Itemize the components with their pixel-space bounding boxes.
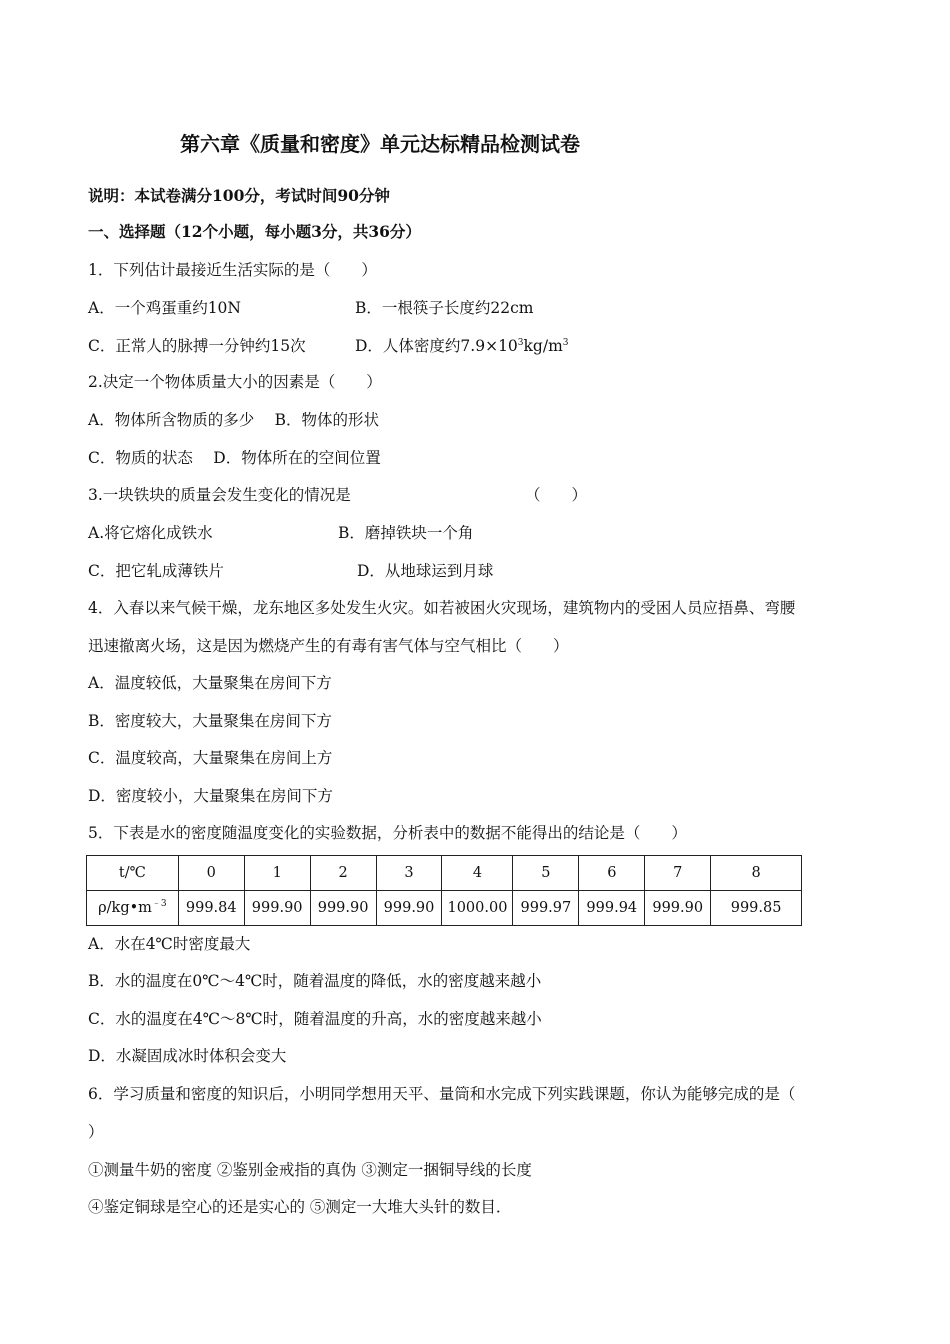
question-2-stem: 2.决定一个物体质量大小的因素是（ ） [88, 373, 382, 391]
question-4-option-a: A．温度较低，大量聚集在房间下方 [88, 674, 332, 692]
question-1-stem: 1．下列估计最接近生活实际的是（ ） [88, 261, 377, 279]
question-3-option-a: A.将它熔化成铁水 [88, 524, 213, 542]
table-cell: 6 [579, 856, 645, 891]
question-6-items-line2: ④鉴定铜球是空心的还是实心的 ⑤测定一大堆大头针的数目． [88, 1198, 512, 1216]
table-cell: 999.97 [513, 891, 579, 926]
page-title: 第六章《质量和密度》单元达标精品检测试卷 [180, 132, 580, 156]
table-cell: 5 [513, 856, 579, 891]
table-cell: 999.85 [711, 891, 802, 926]
section-heading: 一、选择题（12个小题，每小题3分，共36分） [88, 222, 421, 241]
table-cell: 8 [711, 856, 802, 891]
table-cell: 3 [376, 856, 442, 891]
question-1-option-c: C．正常人的脉搏一分钟约15次 [88, 337, 306, 355]
question-3-option-c: C．把它轧成薄铁片 [88, 562, 224, 580]
table-cell: 1000.00 [442, 891, 513, 926]
question-5-option-b: B．水的温度在0℃～4℃时，随着温度的降低，水的密度越来越小 [88, 972, 542, 990]
question-5-option-c: C．水的温度在4℃～8℃时，随着温度的升高，水的密度越来越小 [88, 1010, 542, 1028]
table-cell: 999.90 [310, 891, 376, 926]
question-4-stem-line1: 4．入春以来气候干燥，龙东地区多处发生火灾。如若被困火灾现场，建筑物内的受困人员应捂鼻、弯腰 [88, 599, 796, 617]
table-cell: 999.90 [645, 891, 711, 926]
question-1-option-b: B．一根筷子长度约22cm [355, 299, 534, 317]
table-cell: 7 [645, 856, 711, 891]
question-6-stem-line2: ） [88, 1123, 104, 1141]
question-4-option-b: B．密度较大，大量聚集在房间下方 [88, 712, 332, 730]
question-6-items-line1: ①测量牛奶的密度 ②鉴别金戒指的真伪 ③测定一捆铜导线的长度 [88, 1161, 532, 1179]
question-2-options-cd: C．物质的状态 D．物体所在的空间位置 [88, 449, 381, 467]
table-header-temperature: t/℃ [87, 856, 179, 891]
question-4-option-c: C．温度较高，大量聚集在房间上方 [88, 749, 333, 767]
table-row-temperature [87, 856, 802, 891]
table-cell: 999.84 [178, 891, 244, 926]
question-3-answer-paren: （ ） [525, 486, 588, 504]
question-5-option-d: D．水凝固成冰时体积会变大 [88, 1047, 287, 1065]
table-cell: 2 [310, 856, 376, 891]
question-1-option-a: A．一个鸡蛋重约10N [88, 299, 241, 317]
question-4-option-d: D．密度较小，大量聚集在房间下方 [88, 787, 333, 805]
water-density-table [86, 855, 802, 926]
exam-note: 说明：本试卷满分100分，考试时间90分钟 [88, 186, 390, 205]
question-2-options-ab: A．物体所含物质的多少 B．物体的形状 [88, 411, 380, 429]
table-cell: 1 [244, 856, 310, 891]
question-5-option-a: A．水在4℃时密度最大 [88, 935, 251, 953]
table-cell: 999.90 [376, 891, 442, 926]
question-6-stem-line1: 6．学习质量和密度的知识后，小明同学想用天平、量筒和水完成下列实践课题，你认为能够完成的是（ [88, 1085, 796, 1103]
question-5-stem: 5．下表是水的密度随温度变化的实验数据，分析表中的数据不能得出的结论是（ ） [88, 824, 687, 842]
table-cell: 0 [178, 856, 244, 891]
question-1-option-d: D．人体密度约$7.9\times 10^3kg/m^3$ [355, 337, 569, 355]
question-3-option-b: B．磨掉铁块一个角 [338, 524, 474, 542]
table-cell: 999.94 [579, 891, 645, 926]
question-3-option-d: D．从地球运到月球 [357, 562, 494, 580]
question-3-stem: 3.一块铁块的质量会发生变化的情况是 [88, 486, 351, 504]
question-4-stem-line2: 迅速撤离火场，这是因为燃烧产生的有毒有害气体与空气相比（ ） [88, 637, 569, 655]
table-header-density: $\rho/kg•m^{﹣3}$ [87, 891, 179, 926]
table-row-density [87, 891, 802, 926]
table-cell: 4 [442, 856, 513, 891]
table-cell: 999.90 [244, 891, 310, 926]
